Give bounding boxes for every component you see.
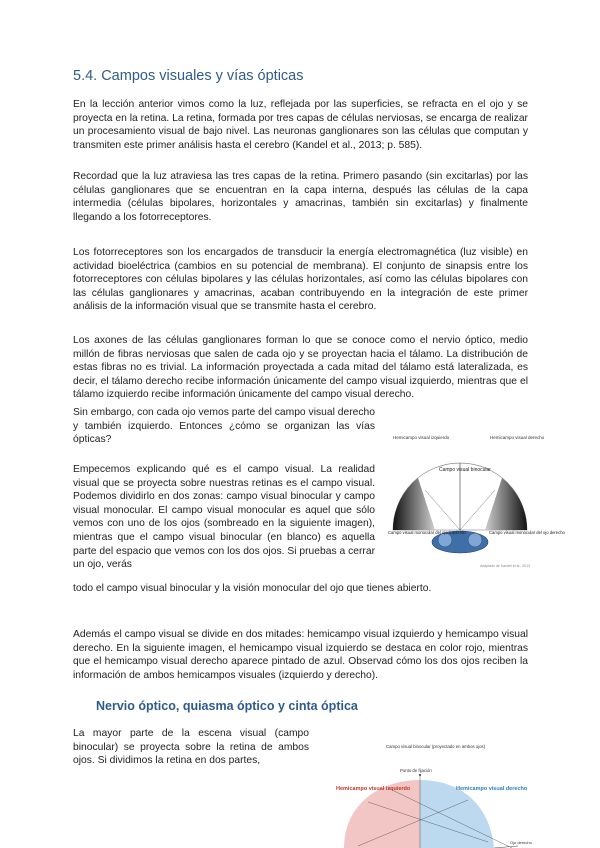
label-binocular-projection: Campo visual binocular (proyectado en ambos ojos) — [386, 744, 486, 749]
paragraph-binocular-projection: La mayor parte de la escena visual (campo binocular) se proyecta sobre la retina de ambos ojos. Si dividimos la retina en dos partes, — [73, 728, 309, 767]
left-eye — [438, 533, 452, 547]
label-left-hemifield: Hemicampo visual izquierdo — [393, 435, 450, 440]
right-eye — [468, 533, 482, 547]
hemifield-figure — [328, 742, 540, 848]
visual-field-figure — [385, 430, 565, 572]
paragraph-hemifields: Además el campo visual se divide en dos mitades: hemicampo visual izquierdo y hemicampo visual derecho. En la siguiente imagen, el hemicampo visual izquierdo se destaca en color rojo, mientras que el hemicampo visual derecho aparece pintado de azul. Observad cómo los dos ojos reciben la información de ambos hemicampos visuales (izquierdo y derecho). — [73, 629, 528, 681]
paragraph-visual-field-end: todo el campo visual binocular y la visión monocular del ojo que tienes abierto. — [73, 583, 432, 594]
paragraph-light-layers: Recordad que la luz atraviesa las tres capas de la retina. Primero pasando (sin excitarlas) por las células ganglionares que se encuentran en la capa interna, después las células de la capa intermedia (células bipolares, horizontales y amacrinas, también sin excitarlas) y finalmente llegando a los fotorreceptores. — [73, 171, 528, 223]
label-right-eye: Ojo derecho — [510, 840, 532, 845]
paragraph-optic-pathways-question: Sin embargo, con cada ojo vemos parte del campo visual derecho y también izquierdo. Entonces ¿cómo se organizan las vías ópticas? — [73, 407, 375, 446]
label-monocular-left: Campo visual monocular del ojo izquierdo — [388, 530, 466, 535]
subsection-title: Nervio óptico, quiasma óptico y cinta óptica — [96, 699, 358, 713]
fixation-dot — [419, 774, 421, 776]
label-binocular: Campo visual binocular — [439, 467, 491, 473]
figure-credit: Adaptado de Kandel et al., 2013 — [480, 564, 531, 568]
label-fixation-point: Punto de fijación — [400, 768, 432, 773]
label-left-hemifield-red: Hemicampo visual izquierdo — [336, 786, 411, 792]
paragraph-photoreceptors: Los fotorreceptores son los encargados de transducir la energía electromagnética (luz visible) en actividad bioeléctrica (cambios en su potencial de membrana). El conjunto de sinapsis entre los fotorreceptores con células bipolares y las células horizontales, así como las células bipolares con las células ganglionares y amacrinas, acaban contribuyendo en la integración de este primer análisis de la información visual que se transmite hasta el cerebro. — [73, 247, 528, 313]
paragraph-retina-intro: En la lección anterior vimos como la luz, reflejada por las superficies, se refracta en el ojo y se proyecta en la retina. La retina, formada por tres capas de células nerviosas, se encarga de realizar un procesamiento visual de bajo nivel. Las neuronas ganglionares son las células que computan y transmiten este primer análisis hasta el cerebro (Kandel et al., 2013; p. 585). — [73, 99, 528, 151]
label-right-hemifield: Hemicampo visual derecho — [490, 435, 545, 440]
label-right-hemifield-blue: Hemicampo visual derecho — [456, 786, 528, 792]
section-title: 5.4. Campos visuales y vías ópticas — [73, 68, 304, 84]
paragraph-ganglion-axons: Los axones de las células ganglionares forman lo que se conoce como el nervio óptico, medio millón de fibras nerviosas que salen de cada ojo y se proyectan hacia el tálamo. La distribución de estas fibras no es trivial. La información proyectada a cada mitad del tálamo está lateralizada, es decir, el tálamo derecho recibe información únicamente del campo visual izquierdo, mientras que el tálamo izquierdo recibe información únicamente del campo visual derecho. — [73, 335, 528, 401]
paragraph-visual-field: Empecemos explicando qué es el campo visual. La realidad visual que se proyecta sobre nuestras retinas es el campo visual. Podemos dividirlo en dos zonas: campo visual binocular y campo visual monocular. El campo visual monocular es aquel que sólo vemos con uno de los ojos (sombreado en la siguiente imagen), mientras que el campo visual binocular (en blanco) es aquella parte del espacio que vemos con los dos ojos. Si pruebas a cerrar un ojo, verás — [73, 464, 375, 571]
label-monocular-right: Campo visual monocular del ojo derecho — [489, 530, 565, 535]
